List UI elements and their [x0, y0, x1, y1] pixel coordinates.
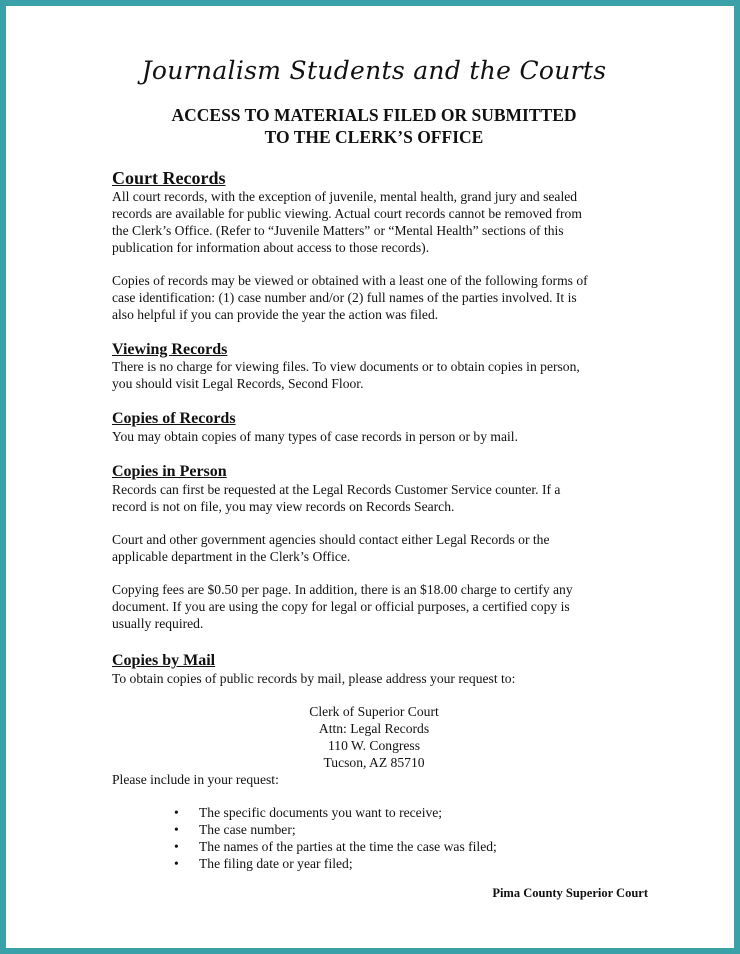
court-records-paragraph-2: [112, 272, 632, 323]
address-line: 110 W. Congress: [327, 738, 421, 753]
text-line: You may obtain copies of many types of case records in person or by mail.: [112, 429, 518, 444]
section-title-copies-by-mail: Copies by Mail: [112, 652, 216, 669]
request-include-list: [174, 804, 497, 872]
section-title-court-records: Court Records: [112, 168, 226, 188]
section-title-copies-in-person: Copies in Person: [112, 463, 227, 480]
address-line: Tucson, AZ 85710: [323, 755, 425, 770]
main-heading: [6, 104, 740, 148]
copies-in-person-paragraph-1: [112, 481, 632, 515]
text-line: record is not on file, you may view records on Records Search.: [112, 499, 455, 514]
section-title-copies-of-records: Copies of Records: [112, 410, 236, 427]
text-line: document. If you are using the copy for legal or official purposes, a certified copy is: [112, 599, 570, 614]
text-line: All court records, with the exception of juvenile, mental health, grand jury and sealed: [112, 189, 578, 204]
list-item: • The filing date or year filed;: [174, 855, 497, 872]
copies-in-person-paragraph-2: [112, 531, 632, 565]
text-line: Copying fees are $0.50 per page. In addition, there is an $18.00 charge to certify any: [112, 582, 573, 597]
list-item: • The case number;: [174, 821, 497, 838]
text-line: publication for information about access to those records).: [112, 240, 430, 255]
document-page: [6, 6, 734, 948]
text-line: also helpful if you can provide the year the action was filed.: [112, 307, 439, 322]
text-line: usually required.: [112, 616, 204, 631]
copies-by-mail-intro: [112, 670, 632, 687]
text-line: case identification: (1) case number and/or (2) full names of the parties involved. It is: [112, 290, 577, 305]
text-line: Records can first be requested at the Legal Records Customer Service counter. If a: [112, 482, 561, 497]
text-line: the Clerk’s Office. (Refer to “Juvenile Matters” or “Mental Health” sections of this: [112, 223, 564, 238]
list-item: • The names of the parties at the time the case was filed;: [174, 838, 497, 855]
request-include-label: [112, 771, 632, 788]
mailing-address: [6, 703, 740, 771]
text-line: There is no charge for viewing files. To view documents or to obtain copies in person,: [112, 359, 580, 374]
court-records-paragraph-1: [112, 188, 632, 256]
text-line: applicable department in the Clerk’s Office.: [112, 549, 351, 564]
address-line: Attn: Legal Records: [318, 721, 430, 736]
text-line: Court and other government agencies should contact either Legal Records or the: [112, 532, 550, 547]
list-item: • The specific documents you want to receive;: [174, 804, 497, 821]
text-line: Copies of records may be viewed or obtained with a least one of the following forms of: [112, 273, 588, 288]
text-line: Please include in your request:: [112, 772, 279, 787]
text-line: you should visit Legal Records, Second Floor.: [112, 376, 364, 391]
section-title-viewing-records: Viewing Records: [112, 341, 228, 358]
text-line: records are available for public viewing. Actual court records cannot be removed from: [112, 206, 582, 221]
address-line: Clerk of Superior Court: [309, 704, 439, 719]
main-heading-line: TO THE CLERK’S OFFICE: [264, 127, 484, 147]
copies-of-records-paragraph: [112, 428, 632, 445]
main-heading-line: ACCESS TO MATERIALS FILED OR SUBMITTED: [171, 105, 577, 125]
copies-in-person-paragraph-3: [112, 581, 632, 632]
document-content: [6, 6, 734, 948]
document-title: Journalism Students and the Courts: [141, 56, 607, 85]
viewing-records-paragraph: [112, 358, 632, 392]
footer-court-name: Pima County Superior Court: [492, 886, 648, 900]
text-line: To obtain copies of public records by mail, please address your request to:: [112, 671, 516, 686]
